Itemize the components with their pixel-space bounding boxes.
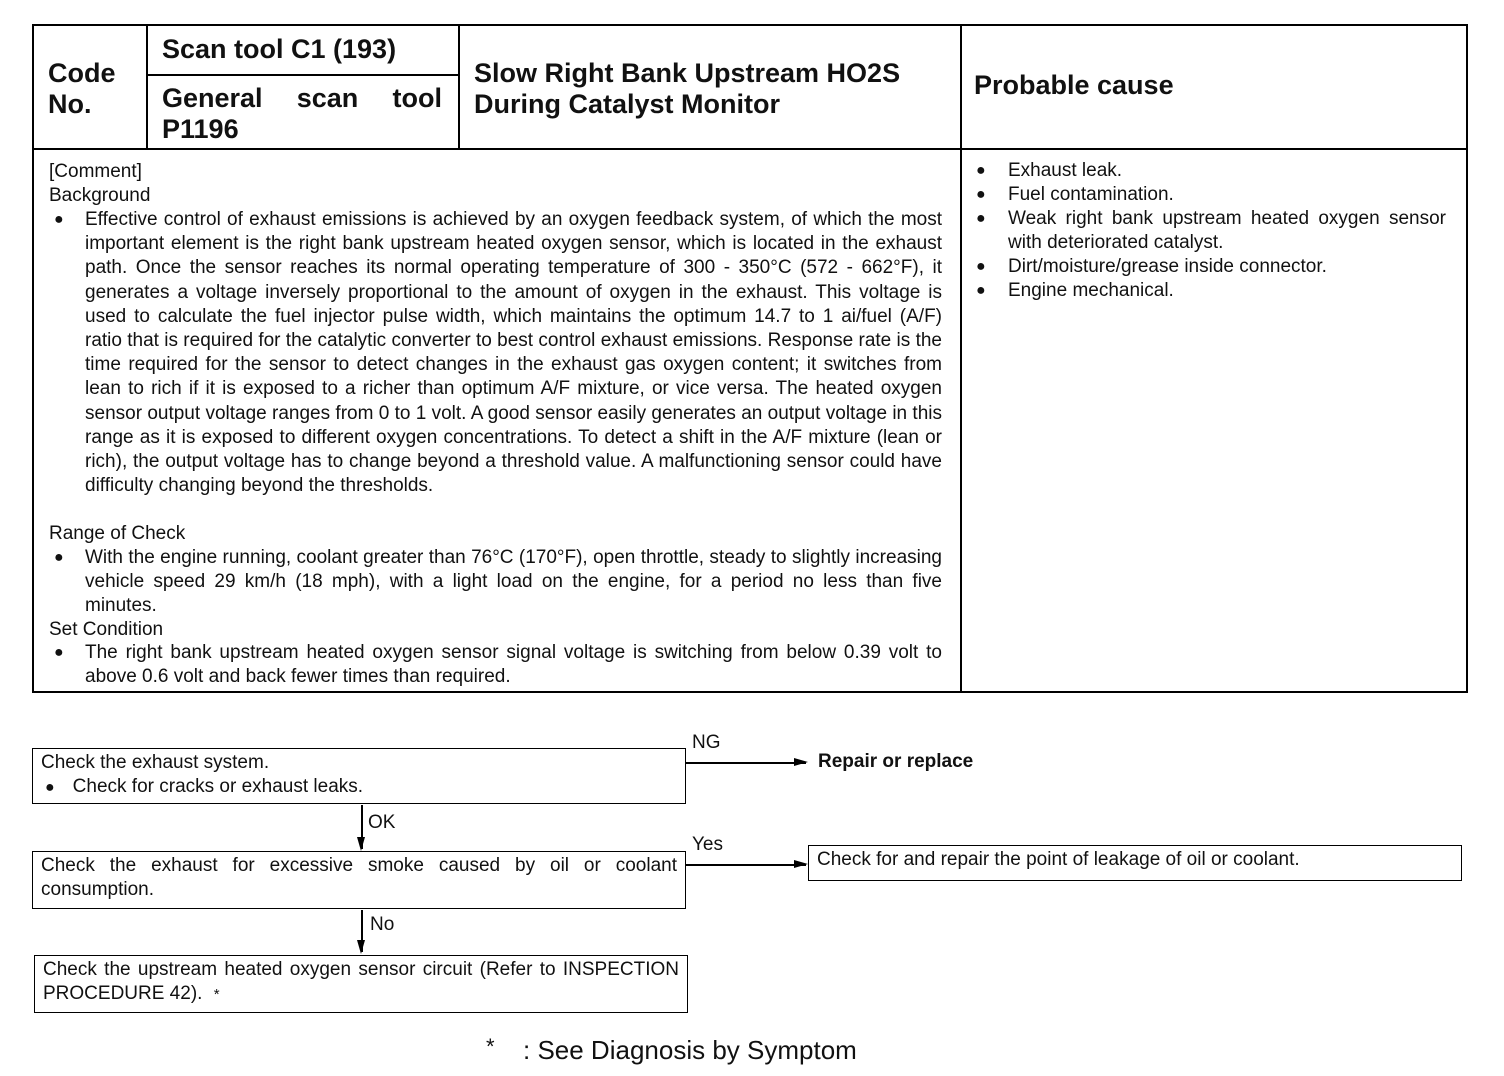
bullet-icon: ● — [976, 186, 986, 203]
bullet-icon: ● — [54, 211, 64, 228]
divider-header — [34, 148, 1466, 150]
ok-arrow — [361, 805, 363, 849]
background-heading: Background — [49, 185, 151, 206]
code-no-label: Code No. — [48, 58, 116, 119]
range-heading: Range of Check — [49, 523, 186, 544]
ok-label: OK — [368, 812, 396, 833]
bullet-icon: ● — [54, 549, 64, 566]
ng-arrow — [686, 762, 806, 764]
flow-repair-leakage: Check for and repair the point of leakage of oil or coolant. — [808, 845, 1462, 881]
set-condition-text: The right bank upstream heated oxygen sensor signal voltage is switching from below 0.39 volt to above 0.6 volt and back fewer times than required. — [85, 642, 942, 688]
footnote-text: : See Diagnosis by Symptom — [523, 1035, 857, 1065]
flow-step-excessive-smoke: Check the exhaust for excessive smoke caused by oil or coolant consumption. — [32, 851, 686, 909]
bullet-icon: ● — [976, 258, 986, 275]
footnote-mark: * — [486, 1034, 495, 1059]
scan-tool-c1: Scan tool C1 (193) — [162, 34, 397, 64]
flow-step-1-title: Check the exhaust system. — [41, 752, 270, 773]
flow-step-3-text — [43, 958, 679, 1007]
no-arrow — [361, 910, 363, 952]
flow-step-3-body: Check the upstream heated oxygen sensor circuit (Refer to INSPECTION PROCEDURE 42). — [43, 959, 679, 1004]
general-scan-tool: General scan tool P1196 — [162, 83, 442, 144]
cause-item: Dirt/moisture/grease inside connector. — [1008, 256, 1327, 277]
footnote-ref: * — [213, 986, 220, 1003]
bullet-icon: ● — [976, 162, 986, 179]
flow-step-1-detail — [41, 775, 677, 800]
no-label: No — [370, 914, 395, 935]
dtc-table — [32, 24, 1468, 693]
ng-label: NG — [692, 732, 721, 753]
cause-item: Exhaust leak. — [1008, 160, 1123, 181]
divider-code-col — [146, 26, 148, 148]
cause-item: Engine mechanical. — [1008, 280, 1174, 301]
cause-item: Fuel contamination. — [1008, 184, 1174, 205]
probable-cause-heading: Probable cause — [974, 70, 1174, 100]
yes-arrow — [686, 864, 806, 866]
divider-scan-rows — [146, 74, 460, 76]
background-text: Effective control of exhaust emissions is achieved by an oxygen feedback system, of which the most important element is the right bank upstream heated oxygen sensor, which is located in the exhaust path. Once the sensor reaches its normal operating temperature of 300 - 350°C (572 - 662°F), it generates a voltage inversely proportional to the amount of oxygen in the exhaust. This voltage is used to calculate the fuel injector pulse width, which maintains the optimum 14.7 to 1 ai/fuel (A/F) ratio that is required for the catalytic converter to best control exhaust emissions. Response rate is the time required for the sensor to detect changes in the exhaust gas oxygen content; it switches from lean to rich if it is exposed to a richer than optimum A/F mixture, or vice versa. The heated oxygen sensor output voltage ranges from 0 to 1 volt. A good sensor easily generates an output voltage in this range as it is exposed to different oxygen concentrations. To detect a shift in the A/F mixture (lean or rich), the output voltage has to change beyond a threshold value. A malfunctioning sensor could have difficulty changing beyond the thresholds. — [85, 209, 942, 497]
flow-step-1-detail-text: Check for cracks or exhaust leaks. — [72, 776, 364, 797]
yes-label: Yes — [692, 834, 723, 855]
cause-item: Weak right bank upstream heated oxygen sensor with deteriorated catalyst. — [1008, 208, 1446, 254]
bullet-icon: ● — [976, 282, 986, 299]
range-text: With the engine running, coolant greater than 76°C (170°F), open throttle, steady to slightly increasing vehicle speed 29 km/h (18 mph), with a light load on the engine, for a period no less than five minutes. — [85, 547, 942, 617]
divider-scan-col — [458, 26, 460, 148]
comment-label: [Comment] — [49, 161, 142, 182]
set-condition-heading: Set Condition — [49, 619, 164, 640]
page-title: Slow Right Bank Upstream HO2S During Catalyst Monitor — [474, 58, 901, 119]
divider-cause-col — [960, 26, 962, 691]
bullet-icon: ● — [45, 779, 55, 796]
flow-step-sensor-circuit — [34, 955, 688, 1013]
bullet-icon: ● — [54, 644, 64, 661]
bullet-icon: ● — [976, 210, 986, 227]
ng-action: Repair or replace — [818, 751, 974, 772]
flow-step-exhaust-system — [32, 748, 686, 804]
